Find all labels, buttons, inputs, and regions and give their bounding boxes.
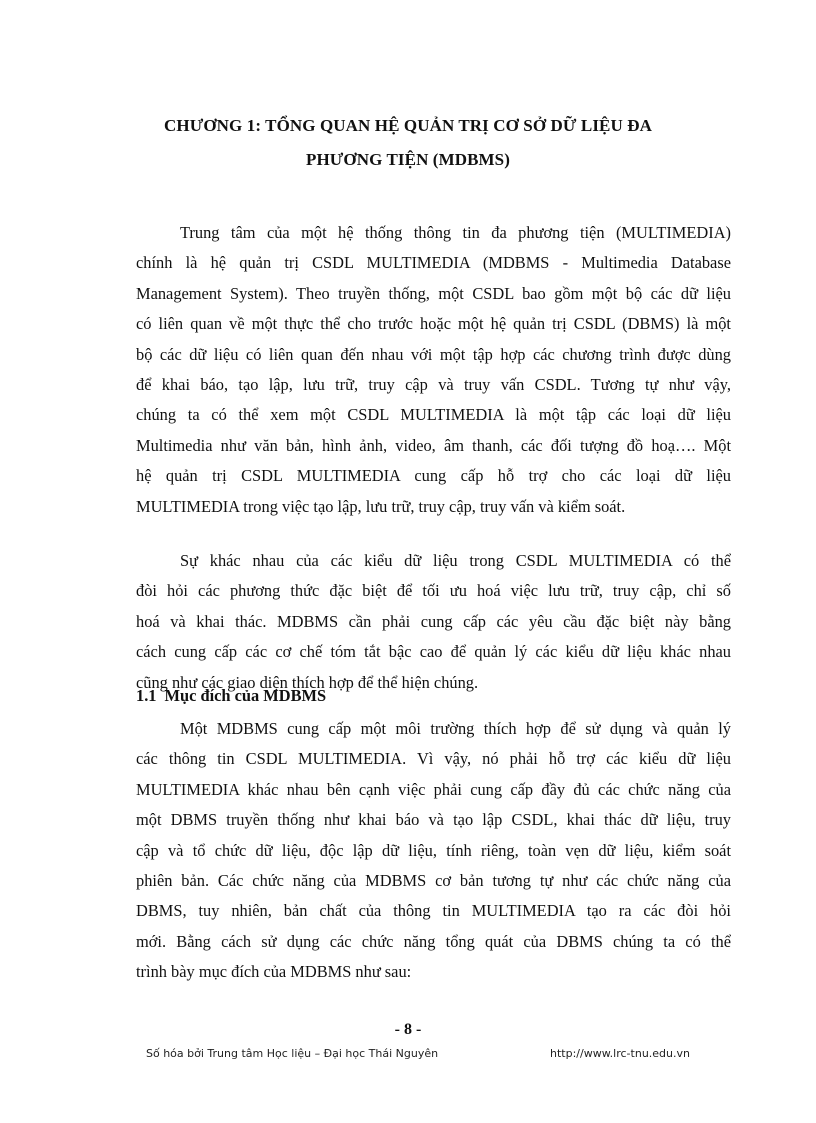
paragraph-line: các thông tin CSDL MULTIMEDIA. Vì vậy, nó phải hỗ trợ các kiểu dữ liệu <box>136 749 731 769</box>
paragraph-line: bộ các dữ liệu có liên quan đến nhau với một tập hợp các chương trình được dùng <box>136 344 731 364</box>
paragraph-3 <box>136 714 731 988</box>
paragraph-line: phiên bản. Các chức năng của MDBMS cơ bản tương tự như các chức năng của <box>136 870 731 890</box>
paragraph-line: mới. Bằng cách sử dụng các chức năng tổng quát của DBMS chúng ta có thể <box>136 931 731 951</box>
paragraph-line: trình bày mục đích của MDBMS như sau: <box>136 962 412 982</box>
section-number: 1.1 <box>136 686 157 705</box>
paragraph-line: hoá và khai thác. MDBMS cần phải cung cấp các yêu cầu đặc biệt này bằng <box>136 611 731 631</box>
paragraph-line: chính là hệ quản trị CSDL MULTIMEDIA (MDBMS - Multimedia Database <box>136 253 731 273</box>
paragraph-line: có liên quan về một thực thể cho trước hoặc một hệ quản trị CSDL (DBMS) là một <box>136 314 731 334</box>
paragraph-line: cập và tổ chức dữ liệu, độc lập dữ liệu, tính riêng, toàn vẹn dữ liệu, kiểm soát <box>136 840 731 860</box>
footer-url: http://www.lrc-tnu.edu.vn <box>550 1047 690 1060</box>
paragraph-line: Một MDBMS cung cấp một môi trường thích hợp để sử dụng và quản lý <box>180 719 731 738</box>
paragraph-line: cũng như các giao diện thích hợp để thể hiện chúng. <box>136 672 479 692</box>
section-heading <box>136 684 326 708</box>
paragraph-line: chúng ta có thể xem một CSDL MULTIMEDIA là một tập các loại dữ liệu <box>136 405 731 425</box>
paragraph-line: đòi hỏi các phương thức đặc biệt để tối ưu hoá việc lưu trữ, truy cập, chỉ số <box>136 581 731 601</box>
paragraph-line: Management System). Theo truyền thống, một CSDL bao gồm một bộ các dữ liệu <box>136 283 731 303</box>
paragraph-line: Multimedia như văn bản, hình ảnh, video, âm thanh, các đối tượng đồ hoạ…. Một <box>136 435 731 455</box>
chapter-title-line-1: CHƯƠNG 1: TỔNG QUAN HỆ QUẢN TRỊ CƠ SỞ DỮ LIỆU ĐA <box>164 116 652 135</box>
paragraph-line: một DBMS truyền thống như khai báo và tạo lập CSDL, khai thác dữ liệu, truy <box>136 810 731 830</box>
paragraph-line: MULTIMEDIA trong việc tạo lập, lưu trữ, truy cập, truy vấn và kiểm soát. <box>136 496 626 516</box>
chapter-title-line-2: PHƯƠNG TIỆN (MDBMS) <box>305 150 510 169</box>
footer-credit: Số hóa bởi Trung tâm Học liệu – Đại học Thái Nguyên <box>146 1047 439 1060</box>
paragraph-line: MULTIMEDIA khác nhau bên cạnh việc phải cung cấp đầy đủ các chức năng của <box>136 779 731 799</box>
paragraph-line: hệ quản trị CSDL MULTIMEDIA cung cấp hỗ trợ cho các loại dữ liệu <box>136 466 731 486</box>
page-number: - 8 - <box>394 1021 422 1038</box>
paragraph-line: Trung tâm của một hệ thống thông tin đa phương tiện (MULTIMEDIA) <box>180 223 731 242</box>
section-title: Mục đích của MDBMS <box>164 686 327 705</box>
paragraph-2 <box>136 546 731 698</box>
paragraph-line: Sự khác nhau của các kiểu dữ liệu trong CSDL MULTIMEDIA có thể <box>180 551 731 570</box>
paragraph-line: DBMS, tuy nhiên, bản chất của thông tin MULTIMEDIA tạo ra các đòi hỏi <box>136 901 731 921</box>
paragraph-line: cách cung cấp các cơ chế tóm tắt bậc cao để quản lý các kiểu dữ liệu khác nhau <box>136 642 731 662</box>
paragraph-1 <box>136 218 731 522</box>
paragraph-line: để khai báo, tạo lập, lưu trữ, truy cập và truy vấn CSDL. Tương tự như vậy, <box>136 374 731 394</box>
